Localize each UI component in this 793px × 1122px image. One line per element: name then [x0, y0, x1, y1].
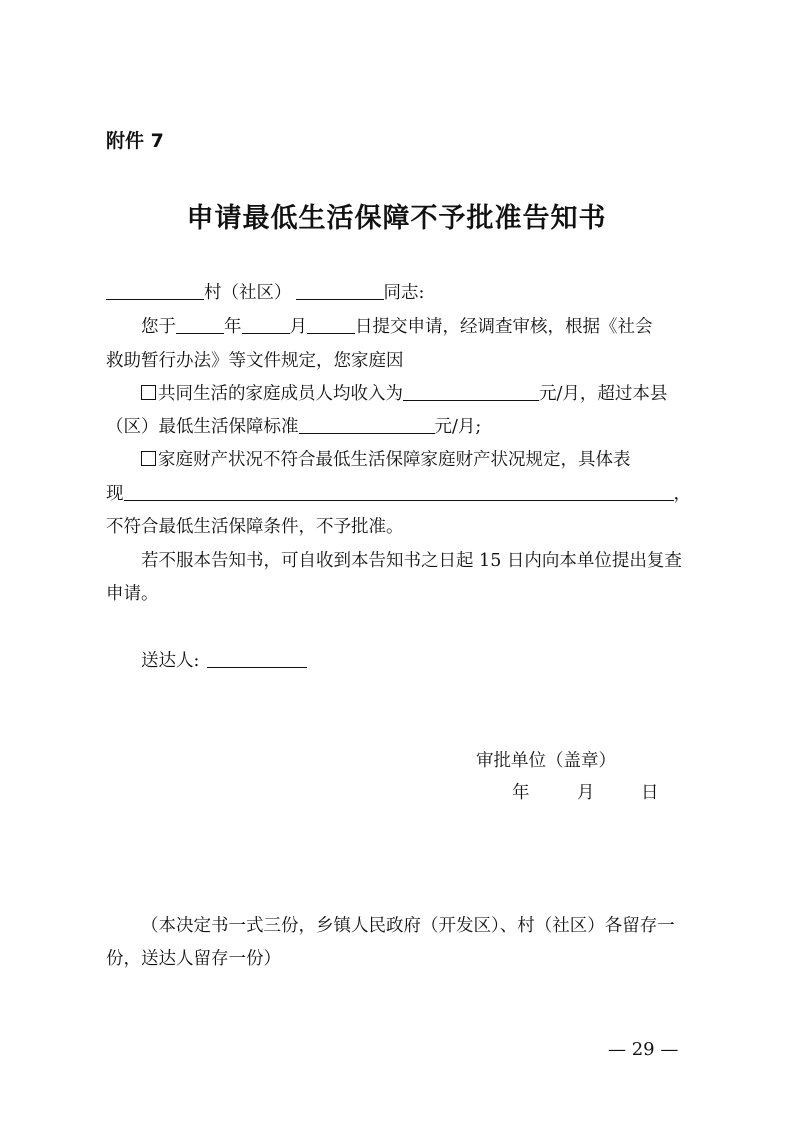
- attachment-label: 附件 7: [106, 130, 164, 152]
- property-detail-blank[interactable]: [124, 482, 674, 501]
- deliverer-name-blank[interactable]: [207, 649, 307, 668]
- income-option-text: 共同生活的家庭成员人均收入为: [158, 384, 403, 404]
- copies-note-line-1: （本决定书一式三份，乡镇人民政府（开发区）、村（社区）各留存一: [141, 916, 675, 936]
- village-label: 村（社区）: [204, 283, 292, 303]
- village-name-blank[interactable]: [106, 281, 204, 300]
- property-checkbox[interactable]: [141, 451, 156, 466]
- date-year-label: 年: [512, 783, 530, 803]
- property-detail-line: [106, 481, 691, 507]
- income-unit: 元/月，超过本县: [539, 384, 668, 404]
- standard-unit: 元/月;: [434, 417, 482, 437]
- comrade-label: 同志:: [383, 283, 425, 303]
- income-amount-blank[interactable]: [403, 382, 539, 401]
- submission-prefix: 您于: [141, 317, 176, 337]
- income-checkbox[interactable]: [141, 385, 156, 400]
- day-blank[interactable]: [307, 315, 355, 334]
- regulation-line: 救助暂行办法》等文件规定，您家庭因: [106, 351, 404, 371]
- page-title: 申请最低生活保障不予批准告知书: [186, 203, 607, 234]
- approval-unit-seal: 审批单位（盖章）: [476, 751, 616, 771]
- deliverer-label: 送达人:: [141, 651, 200, 671]
- property-detail-suffix: ，: [673, 484, 691, 504]
- copies-note-line-2: 份，送达人留存一份）: [106, 949, 281, 969]
- month-label: 月: [289, 317, 307, 337]
- standard-line: [106, 414, 481, 440]
- year-blank[interactable]: [176, 315, 224, 334]
- property-detail-prefix: 现: [106, 484, 124, 504]
- date-month-label: 月: [577, 783, 595, 803]
- review-line-1: 若不服本告知书，可自收到本告知书之日起 15 日内向本单位提出复查: [141, 551, 682, 571]
- salutation-line: [106, 280, 424, 306]
- year-label: 年: [224, 317, 242, 337]
- standard-amount-blank[interactable]: [299, 415, 435, 434]
- applicant-name-blank[interactable]: [296, 281, 384, 300]
- date-day-label: 日: [641, 783, 659, 803]
- property-option-text: 家庭财产状况不符合最低生活保障家庭财产状况规定，具体表: [158, 450, 631, 470]
- submission-date-line: [141, 314, 653, 340]
- submission-suffix: 日提交申请，经调查审核，根据《社会: [355, 317, 653, 337]
- page-number: — 29 —: [608, 1039, 679, 1060]
- income-option-line: [141, 381, 667, 407]
- standard-label: （区）最低生活保障标准: [106, 417, 299, 437]
- rejection-line: 不符合最低生活保障条件，不予批准。: [106, 517, 404, 537]
- month-blank[interactable]: [242, 315, 290, 334]
- review-line-2: 申请。: [106, 584, 159, 604]
- property-option-line: [141, 447, 631, 473]
- deliverer-line: [141, 648, 307, 674]
